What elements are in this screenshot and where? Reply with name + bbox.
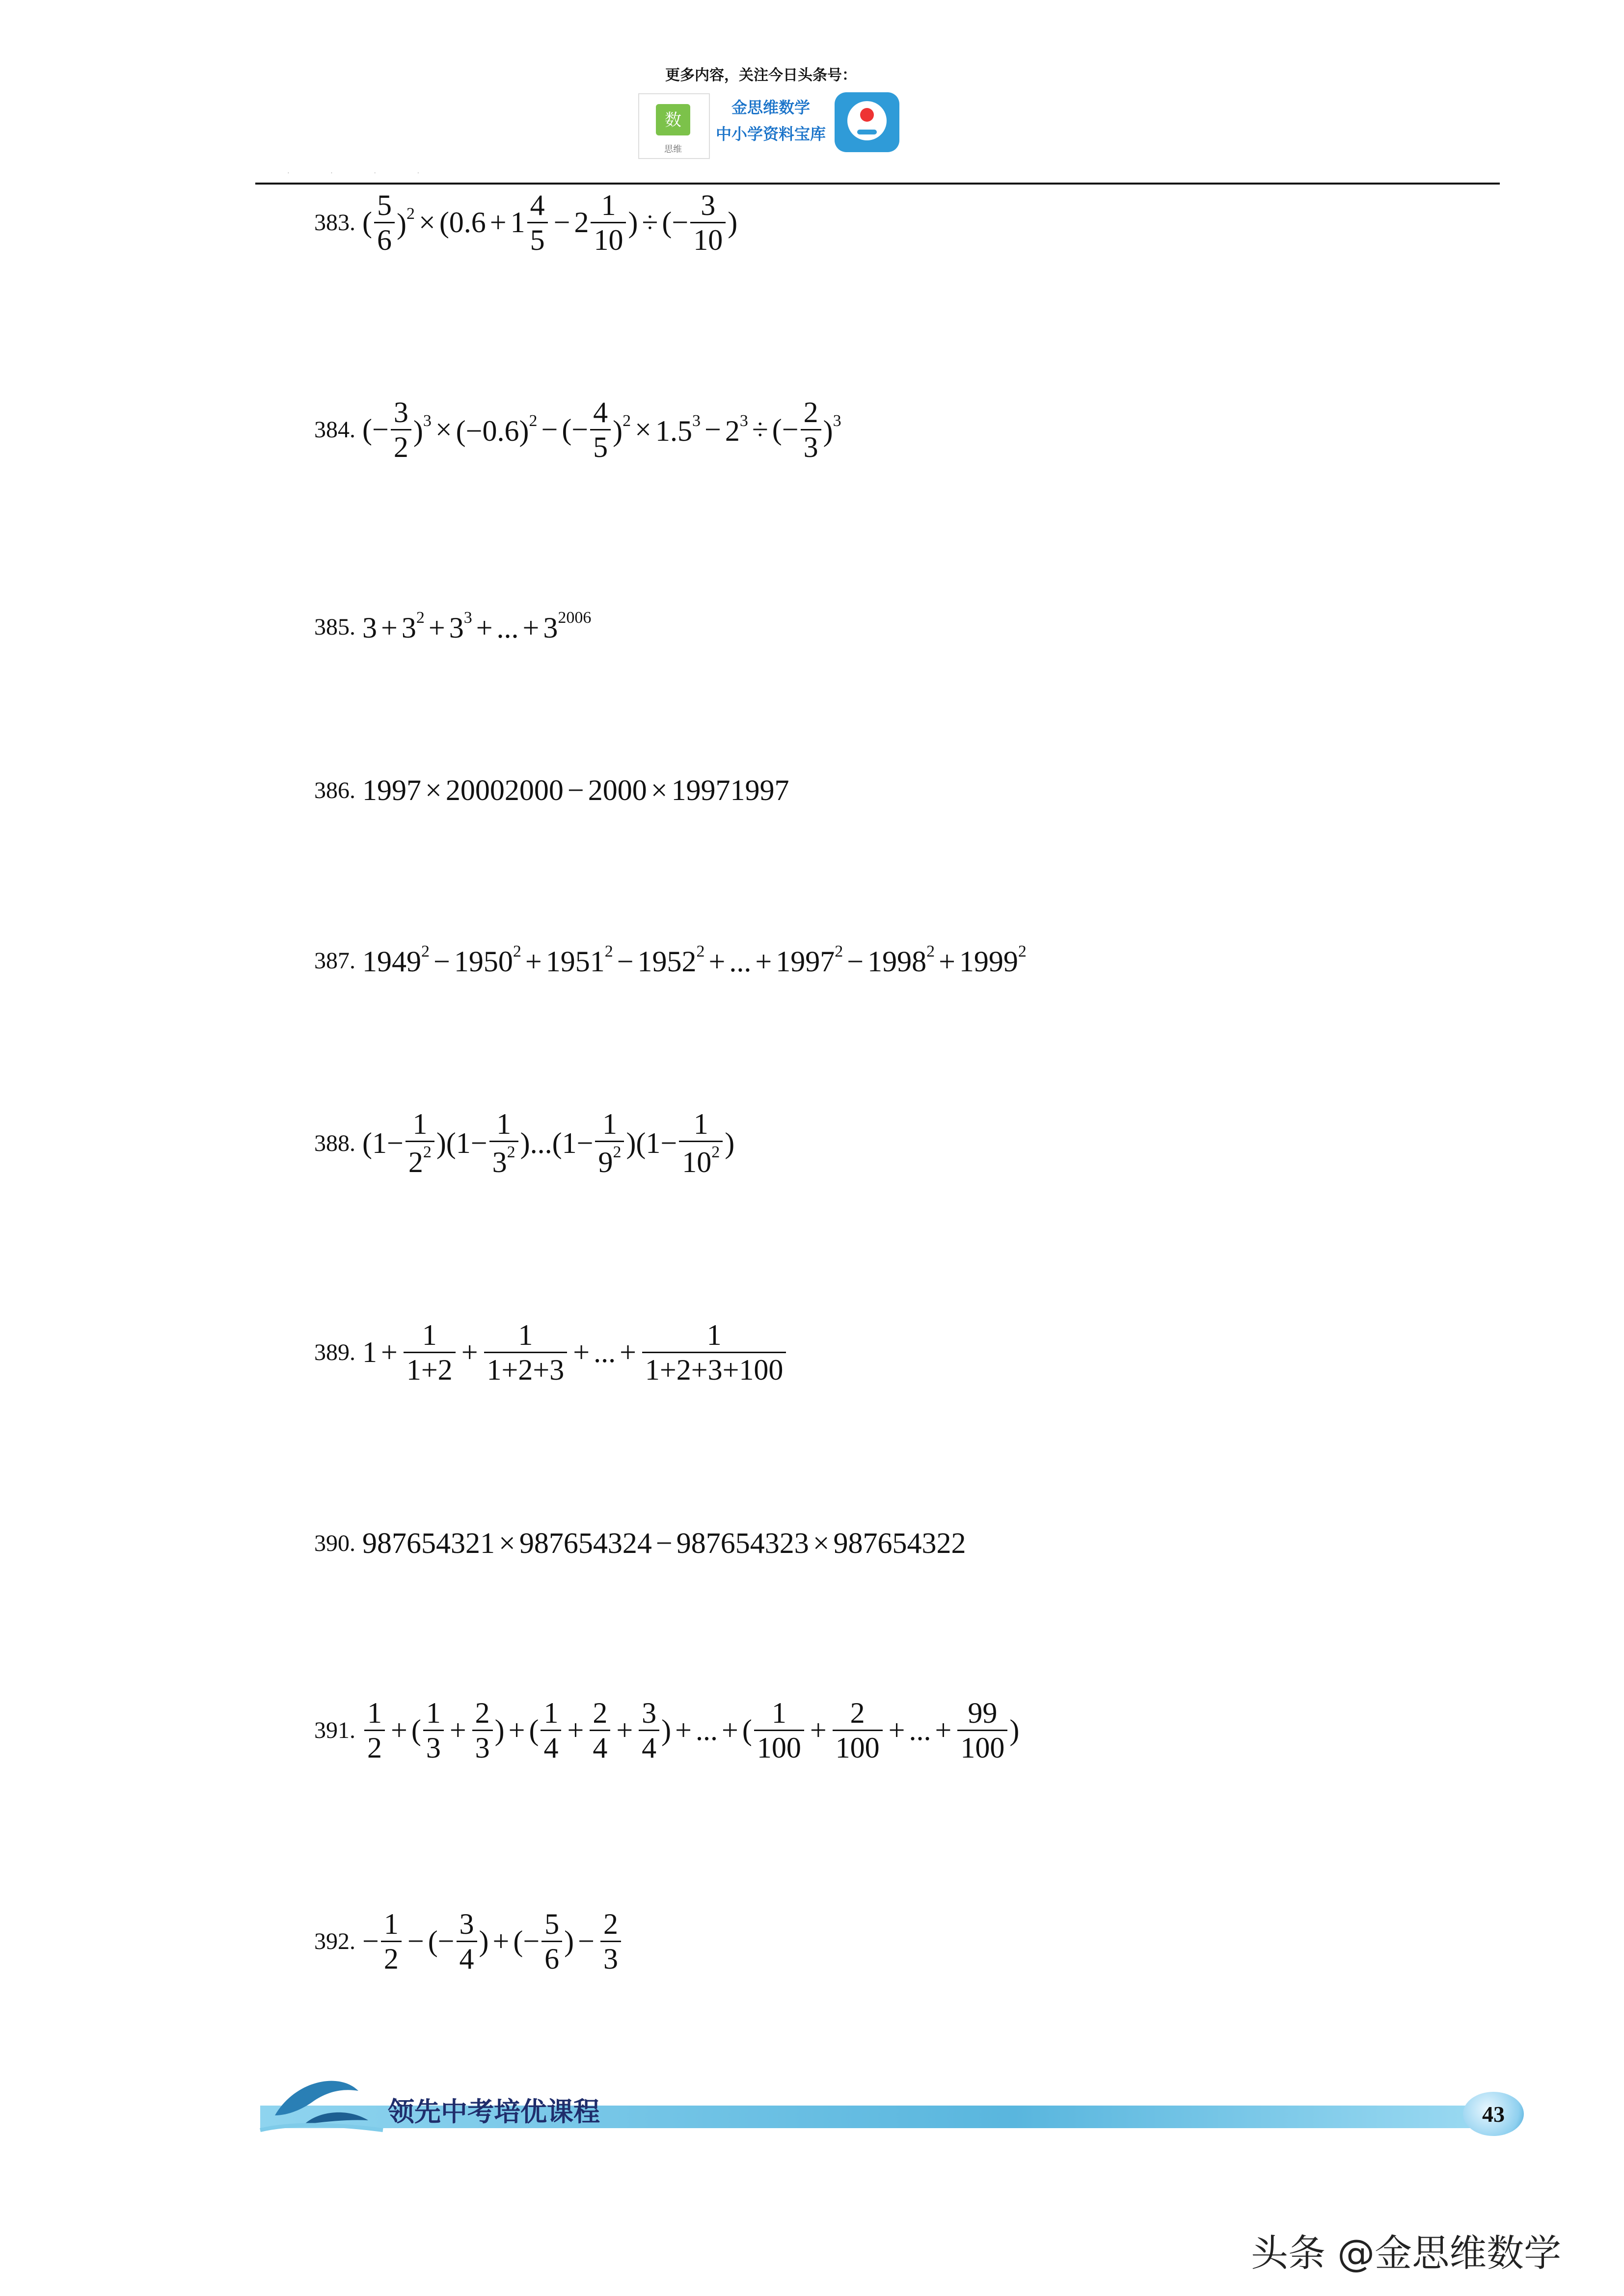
question-387: 387. $1949^2 - 1950^2 + 1951^2 - 1952^2$ + ... + $1997^2 - 1998^2 + 1999^2$ (314, 942, 1027, 978)
question-number: 384. (314, 417, 355, 443)
question-384: 384. (− $\frac{3}{2}$ )$^3$ × $(-0.6)^2$ − (− $\frac{4}{5}$ )$^2$ × $1.5^3$ − $2^3$ ÷ (− $\frac{2}{3}$ )$^3$ (314, 396, 841, 463)
question-383: 383. ( $\frac{5}{6}$ )$^2$ × (0.6 + 1 $\frac{4}{5}$ − 2 $\frac{1}{10}$ ) ÷ (− $\frac{3}{10}$ ) (314, 189, 738, 256)
header-note: 更多内容，关注今日头条号： (665, 67, 857, 84)
question-number: 389. (314, 1339, 355, 1365)
header-dots: · · · · (287, 170, 439, 177)
svg-text:思维: 思维 (664, 144, 682, 155)
question-number: 383. (314, 210, 355, 236)
question-389: 389. 1 + $\frac{1}{1+2}$ + $\frac{1}{1+2+3}$ + ... + $\frac{1}{1+2+3+100}$ (314, 1320, 788, 1385)
question-391: 391. $\frac{1}{2}$ + ( $\frac{1}{3}$ + $\frac{2}{3}$ ) + ( $\frac{1}{4}$ + $\frac{2}{4}$ + $\frac{3}{4}$ ) + ... + ( $\frac{1}{100}$ + $\frac{2}{100}$ + ... + $\frac{99}{100}$ ) (314, 1697, 1020, 1764)
question-390: 390. 987654321 × 987654324 − 987654323 × 987654322 (314, 1527, 966, 1559)
brand-line-1: 金思维数学 (731, 98, 810, 117)
watermark: 头条 @金思维数学 (1251, 2231, 1562, 2275)
question-number: 386. (314, 777, 355, 803)
header-rule (255, 183, 1500, 185)
question-number: 391. (314, 1717, 355, 1743)
page-number: 43 (1463, 2092, 1524, 2136)
question-388: 388. (1− $\frac{1}{2^2}$ )(1− $\frac{1}{3^2}$ )...(1− $\frac{1}{9^2}$ )(1− $\frac{1}{10^2}$ ) (314, 1108, 735, 1178)
dolphin-icon (255, 2061, 403, 2135)
question-392: 392. − $\frac{1}{2}$ − (− $\frac{3}{4}$ ) + (− $\frac{5}{6}$ ) − $\frac{2}{3}$ (314, 1909, 623, 1974)
svg-text:数: 数 (665, 110, 681, 130)
brand-text (707, 94, 835, 147)
brand-logo-right (835, 92, 899, 152)
question-386: 386. 1997 × 20002000 − 2000 × 19971997 (314, 774, 789, 806)
question-number: 387. (314, 947, 355, 974)
brand-line-2: 中小学资料宝库 (715, 125, 826, 143)
question-number: 385. (314, 614, 355, 640)
question-385: 385. $3 + 3^2 + 3^3$ + ... + $3^{2006}$ (314, 609, 592, 644)
brand-logo-left (638, 93, 710, 159)
question-number: 388. (314, 1130, 355, 1156)
course-title: 领先中考培优课程 (388, 2096, 600, 2127)
question-number: 390. (314, 1530, 355, 1556)
question-number: 392. (314, 1928, 355, 1954)
